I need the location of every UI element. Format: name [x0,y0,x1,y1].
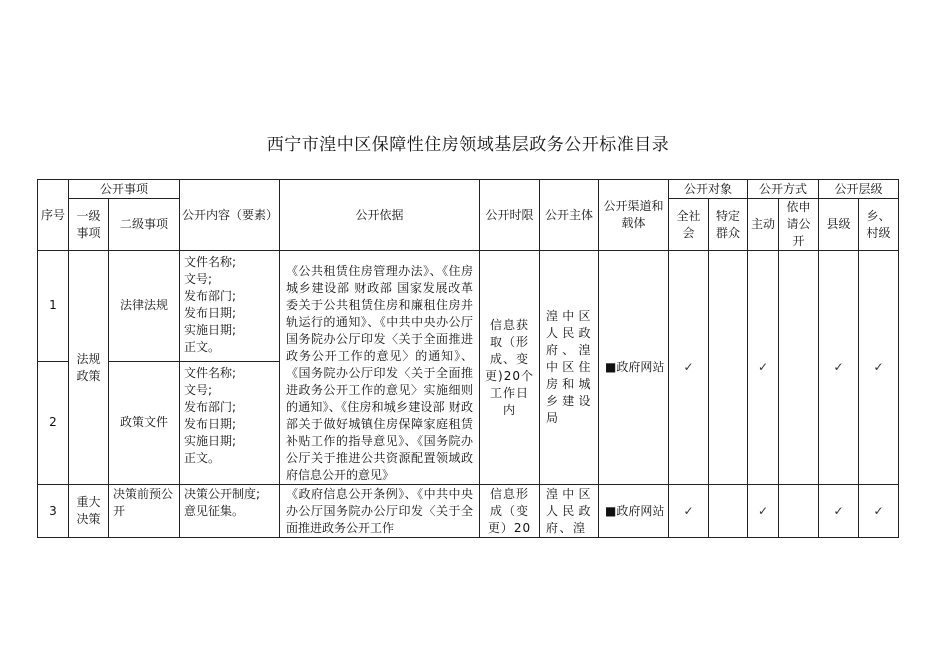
row-subject: 湟中区人民政府、湟 [540,485,599,538]
row-content: 文件名称; 文号; 发布部门; 发布日期; 实施日期; 正文。 [180,251,280,362]
row-channel: ■政府网站 [599,251,669,485]
header-method-apply: 依申请公开 [779,199,819,251]
row-content: 决策公开制度; 意见征集。 [180,485,280,538]
table-row [38,485,899,538]
header-level-township: 乡、村级 [859,199,899,251]
header-basis: 公开依据 [280,180,480,251]
check-mark-icon: ✓ [748,485,779,538]
header-channel: 公开渠道和载体 [599,180,669,251]
disclosure-catalog-table [37,179,899,538]
header-level1: 一级事项 [69,199,109,251]
page-title: 西宁市湟中区保障性住房领域基层政务公开标准目录 [266,135,670,155]
header-target-all: 全社会 [669,199,709,251]
header-target-specific: 特定群众 [709,199,748,251]
row-time-limit: 信息获取（形成、变更)20个工作日内 [480,251,540,485]
row-channel: ■政府网站 [599,485,669,538]
header-subject: 公开主体 [540,180,599,251]
header-level2: 二级事项 [109,199,180,251]
empty-cell [779,251,819,485]
header-level: 公开层级 [819,180,899,199]
row-level2: 政策文件 [109,361,180,484]
header-content: 公开内容（要素） [180,180,280,251]
table-row [38,251,899,362]
empty-cell [779,485,819,538]
header-seq: 序号 [38,180,69,251]
header-method-active: 主动 [748,199,779,251]
row-level2: 决策前预公开 [109,485,180,538]
header-target: 公开对象 [669,180,748,199]
header-time-limit: 公开时限 [480,180,540,251]
row-basis: 《公共租赁住房管理办法》、《住房城乡建设部 财政部 国家发展改革委关于公共租赁住房和廉租住房并轨运行的通知》、《中共中央办公厅国务院办公厅印发〈关于全面推进政务公开工作的意见〉的通知》、《国务院办公厅印发〈关于全面推进政务公开工作的意见〉实施细则的通知》、《住房和城乡建设部 财政部关于做好城镇住房保障家庭租赁补贴工作的指导意见》、《国务院办公厅关于推进公共资源配置领域政府信息公开的意见》 [280,251,480,485]
row-content: 文件名称; 文号; 发布部门; 发布日期; 实施日期; 正文。 [180,361,280,484]
empty-cell [709,251,748,485]
row-seq: 3 [38,485,69,538]
empty-cell [709,485,748,538]
row-level2: 法律法规 [109,251,180,362]
row-level1: 重大决策 [69,485,109,538]
header-level-county: 县级 [819,199,859,251]
check-mark-icon: ✓ [819,251,859,485]
check-mark-icon: ✓ [859,251,899,485]
row-time-limit: 信息形成（变更）20 [480,485,540,538]
check-mark-icon: ✓ [748,251,779,485]
row-subject: 湟中区人民政府、湟中区住房和城乡建设局 [540,251,599,485]
check-mark-icon: ✓ [669,485,709,538]
check-mark-icon: ✓ [669,251,709,485]
header-matter: 公开事项 [69,180,180,199]
check-mark-icon: ✓ [819,485,859,538]
row-level1: 法规政策 [69,251,109,485]
row-seq: 2 [38,361,69,484]
check-mark-icon: ✓ [859,485,899,538]
row-seq: 1 [38,251,69,362]
header-method: 公开方式 [748,180,819,199]
row-basis: 《政府信息公开条例》、《中共中央办公厅国务院办公厅印发〈关于全面推进政务公开工作 [280,485,480,538]
